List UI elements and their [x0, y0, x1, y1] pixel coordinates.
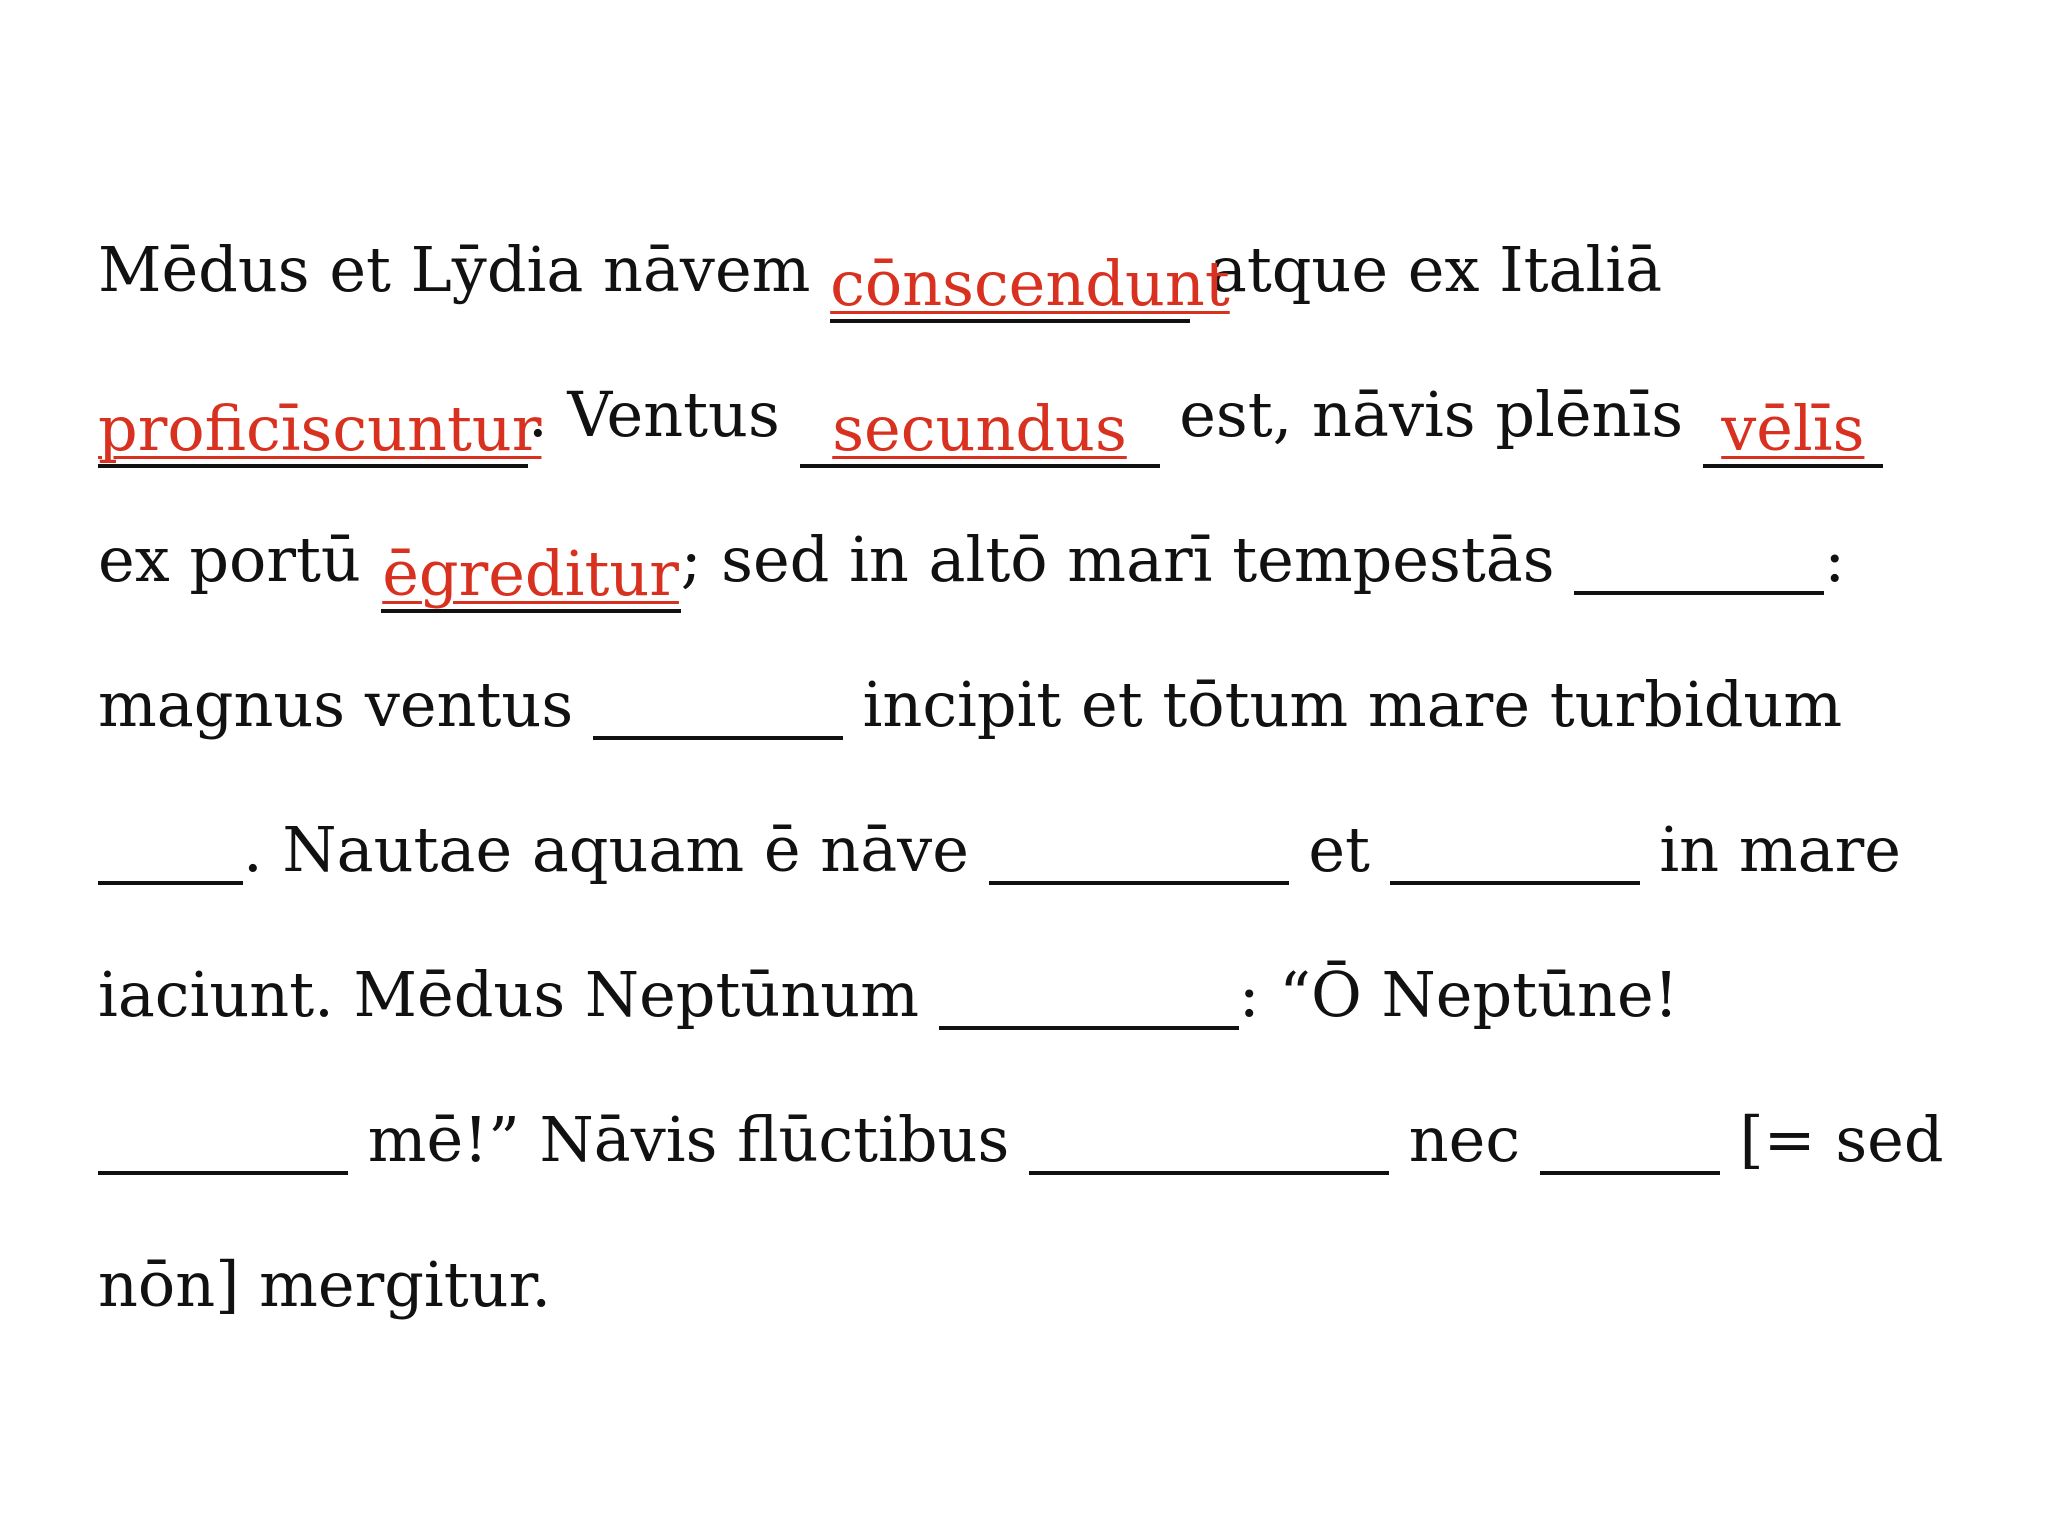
answer-proficiscuntur: proficīscuntur	[98, 392, 542, 465]
blank-2[interactable]	[98, 392, 542, 468]
blank-6[interactable]	[1574, 521, 1824, 595]
blank-7[interactable]	[593, 666, 843, 740]
answer-secundus: secundus	[832, 392, 1127, 465]
line8-text: nōn] mergitur.	[98, 1248, 552, 1321]
line6-text-before: iaciunt. Mēdus Neptūnum	[98, 958, 939, 1031]
line2-text-mid2: est, nāvis plēnīs	[1159, 378, 1703, 451]
passage-line-4	[98, 650, 1842, 760]
line3-text-before: ex portū	[98, 523, 381, 596]
passage-line-2	[98, 360, 1883, 470]
line1-text-after: atque ex Italiā	[1190, 233, 1663, 306]
line5-text-mid2: et	[1288, 813, 1390, 886]
line1-text-before: Mēdus et Lȳdia nāvem	[98, 233, 831, 306]
blank-4[interactable]	[1703, 394, 1883, 468]
line4-text-before: magnus ventus	[98, 668, 593, 741]
passage-line-7	[98, 1085, 1944, 1195]
passage-line-6	[98, 940, 1679, 1050]
blank-13[interactable]	[1029, 1101, 1389, 1175]
blank-11[interactable]	[939, 956, 1239, 1030]
blank-10[interactable]	[1390, 811, 1640, 885]
answer-conscendunt: cōnscendunt	[830, 247, 1230, 320]
line3-text-mid: ; sed in altō marī tempestās	[680, 523, 1575, 596]
answer-velis: vēlīs	[1721, 392, 1865, 465]
blank-12[interactable]	[98, 1101, 348, 1175]
blank-1[interactable]	[830, 247, 1230, 323]
passage-line-1	[98, 215, 1662, 325]
line7-text-mid1: mē!” Nāvis flūctibus	[348, 1103, 1030, 1176]
line5-text-mid1: . Nautae aquam ē nāve	[243, 813, 989, 886]
passage-line-8	[98, 1230, 551, 1340]
line7-text-mid2: nec	[1389, 1103, 1540, 1176]
blank-14[interactable]	[1540, 1101, 1720, 1175]
blank-8[interactable]	[98, 811, 243, 885]
line3-text-after: :	[1824, 523, 1846, 596]
passage-line-3	[98, 505, 1845, 615]
blank-9[interactable]	[989, 811, 1289, 885]
line4-text-after: incipit et tōtum mare turbidum	[842, 668, 1843, 741]
line2-text-mid1: . Ventus	[528, 378, 800, 451]
line6-text-after: : “Ō Neptūne!	[1238, 958, 1679, 1031]
blank-3[interactable]	[800, 394, 1160, 468]
line7-text-after: [= sed	[1719, 1103, 1944, 1176]
passage-line-5	[98, 795, 1901, 905]
blank-5[interactable]	[381, 539, 681, 613]
answer-egreditur: ēgreditur	[382, 537, 679, 610]
line5-text-after: in mare	[1639, 813, 1901, 886]
